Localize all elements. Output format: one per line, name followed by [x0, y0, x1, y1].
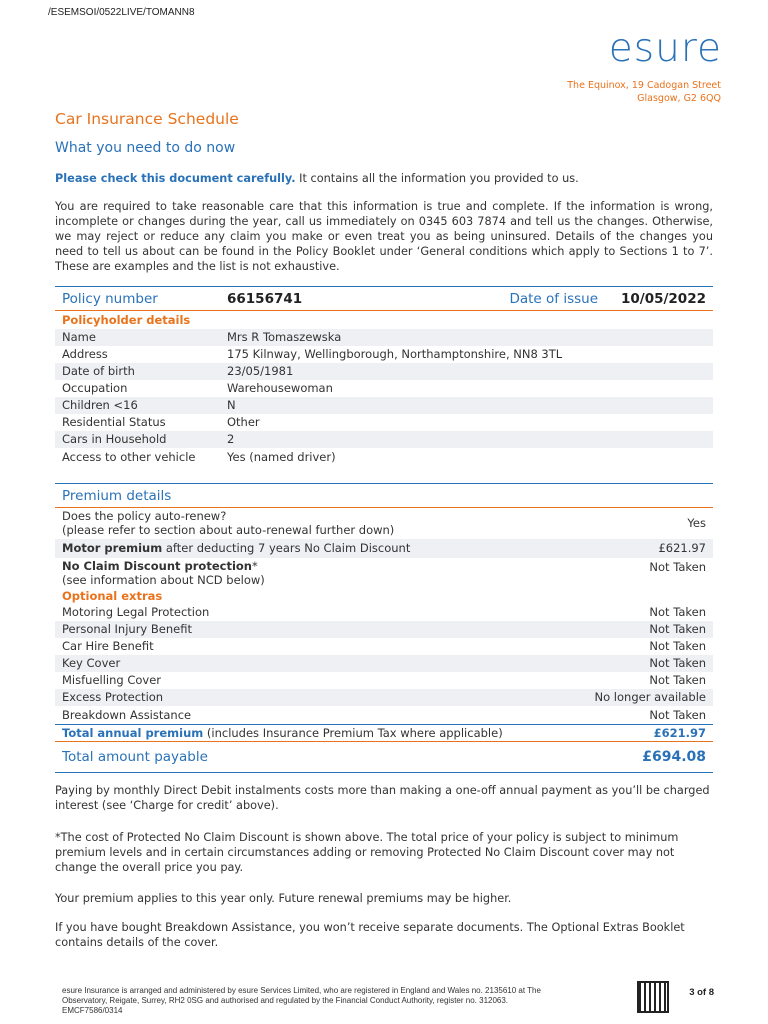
premium-heading: Premium details	[55, 484, 713, 508]
row-label: Date of birth	[55, 363, 220, 380]
extra-label: Misfuelling Cover	[62, 673, 162, 687]
footer-legal: esure Insurance is arranged and administered by esure Services Limited, who are registered in England and Wales no. 2135610 at The Observatory, Reigate, Surrey, RH2 0SG and authorised and regulated by the Financial Conduct Authority, register no. 312063. EMCF7586/0314	[62, 986, 541, 1015]
policy-number: 66156741	[220, 287, 399, 311]
motor-premium-row	[55, 539, 713, 558]
extra-label: Excess Protection	[55, 689, 571, 706]
extra-value: Not Taken	[649, 605, 706, 619]
row-value: 2	[220, 431, 713, 448]
row-value: Other	[227, 415, 260, 429]
ncd-value: Not Taken	[649, 559, 706, 574]
extra-label: Motoring Legal Protection	[62, 605, 210, 619]
row-label: Occupation	[62, 381, 128, 395]
total-annual-premium-row	[55, 725, 713, 742]
table-row	[55, 397, 713, 414]
intro-highlight: Please check this document carefully.	[55, 172, 296, 185]
ncd-star: *	[251, 558, 258, 573]
esure-logo: esure	[608, 26, 722, 71]
table-row	[55, 329, 713, 346]
optional-extras-label: Optional extras	[62, 588, 163, 603]
policy-header-row	[55, 287, 713, 311]
table-row	[55, 363, 713, 380]
table-row	[55, 621, 713, 638]
table-row	[55, 346, 713, 363]
table-row	[55, 448, 713, 467]
auto-renew-value: Yes	[687, 516, 706, 531]
total-payable-row	[55, 742, 713, 773]
table-row	[55, 604, 713, 621]
total-payable-label: Total amount payable	[55, 742, 571, 773]
motor-premium-label	[55, 539, 571, 558]
row-value: N	[220, 397, 713, 414]
company-address	[567, 79, 721, 105]
premium-table	[55, 483, 713, 773]
total-annual-premium-note: (includes Insurance Premium Tax where applicable)	[203, 726, 503, 740]
table-row	[55, 380, 713, 397]
ncd-title: No Claim Discount protection	[62, 558, 252, 573]
motor-premium-value: £621.97	[571, 539, 713, 558]
ncd-label	[55, 558, 571, 588]
table-row	[55, 638, 713, 655]
care-paragraph: You are required to take reasonable care that this information is true and complete. If the information is wrong, incomplete or changes during the year, call us immediately on 0345 603 7874 and tell us the changes. Otherwise, we may reject or reduce any claim you make or even treat you as being uninsured. Details of the changes you need to tell us about can be found in the Policy Booklet under ‘General conditions which apply to Sections 1 to 7’. These are examples and the list is not exhaustive.	[55, 200, 713, 273]
table-row	[55, 414, 713, 431]
ncd-note: (see information about NCD below)	[62, 572, 265, 587]
row-value: 175 Kilnway, Wellingborough, Northamptonshire, NN8 3TL	[227, 347, 563, 361]
table-row	[55, 431, 713, 448]
policyholder-section-label: Policyholder details	[62, 312, 191, 327]
row-value: Mrs R Tomaszewska	[220, 329, 713, 346]
motor-premium-detail: after deducting 7 years No Claim Discount	[162, 541, 411, 555]
total-annual-premium-title: Total annual premium	[62, 726, 204, 740]
row-label: Children <16	[55, 397, 220, 414]
extra-value: Not Taken	[571, 655, 713, 672]
document-reference: /ESEMSOI/0522LIVE/TOMANN8	[48, 7, 195, 18]
extra-label: Car Hire Benefit	[62, 639, 154, 653]
extra-label: Personal Injury Benefit	[55, 621, 571, 638]
page-number: 3 of 8	[689, 987, 714, 998]
extra-value: Not Taken	[649, 707, 706, 722]
page-title: Car Insurance Schedule	[55, 110, 239, 128]
extra-value: Not Taken	[649, 673, 706, 687]
row-label: Address	[62, 347, 108, 361]
renewal-note: Your premium applies to this year only. Future renewal premiums may be higher.	[55, 892, 512, 905]
total-annual-premium-value: £621.97	[571, 725, 713, 742]
address-line-1: The Equinox, 19 Cadogan Street	[567, 80, 721, 91]
table-row	[55, 672, 713, 689]
date-of-issue-label: Date of issue	[399, 287, 605, 311]
policy-number-label: Policy number	[55, 287, 220, 311]
breakdown-note: If you have bought Breakdown Assistance, you won’t receive separate documents. The Optional Extras Booklet contains details of the cover.	[55, 921, 685, 949]
motor-premium-title: Motor premium	[62, 541, 163, 555]
row-value: Yes (named driver)	[227, 450, 336, 464]
row-label: Residential Status	[62, 415, 166, 429]
intro-rest: It contains all the information you provided to us.	[295, 172, 579, 185]
extra-value: Not Taken	[571, 621, 713, 638]
total-annual-premium-label	[55, 725, 571, 742]
row-value: 23/05/1981	[220, 363, 713, 380]
ncd-cost-note: *The cost of Protected No Claim Discount is shown above. The total price of your policy is subject to minimum premium levels and in certain circumstances adding or removing Protected No Claim Discount cover may not change the overall price you pay.	[55, 831, 679, 874]
table-row	[55, 689, 713, 706]
extra-value: Not Taken	[649, 639, 706, 653]
row-label: Access to other vehicle	[62, 450, 196, 464]
optional-extras-row	[55, 588, 713, 604]
address-line-2: Glasgow, G2 6QQ	[637, 93, 721, 104]
date-of-issue: 10/05/2022	[605, 287, 713, 311]
ncd-row	[55, 558, 713, 588]
table-row	[55, 706, 713, 725]
row-label: Cars in Household	[55, 431, 220, 448]
direct-debit-note: Paying by monthly Direct Debit instalments costs more than making a one-off annual payment as you’ll be charged interest (see ‘Charge for credit’ above).	[55, 784, 710, 812]
intro-paragraph	[55, 171, 713, 186]
policy-table	[55, 286, 713, 467]
policyholder-section-row	[55, 311, 713, 329]
auto-renew-note: (please refer to section about auto-renewal further down)	[62, 523, 395, 538]
qr-code	[637, 981, 669, 1013]
section-title: What you need to do now	[55, 140, 236, 156]
extra-label: Breakdown Assistance	[62, 707, 192, 722]
auto-renew-question: Does the policy auto-renew?	[62, 509, 227, 524]
total-payable-value: £694.08	[571, 742, 713, 773]
table-row	[55, 655, 713, 672]
auto-renew-label	[55, 508, 571, 539]
row-value: Warehousewoman	[227, 381, 333, 395]
row-label: Name	[55, 329, 220, 346]
auto-renew-row	[55, 508, 713, 539]
extra-label: Key Cover	[55, 655, 571, 672]
premium-header-row	[55, 484, 713, 508]
extra-value: No longer available	[571, 689, 713, 706]
